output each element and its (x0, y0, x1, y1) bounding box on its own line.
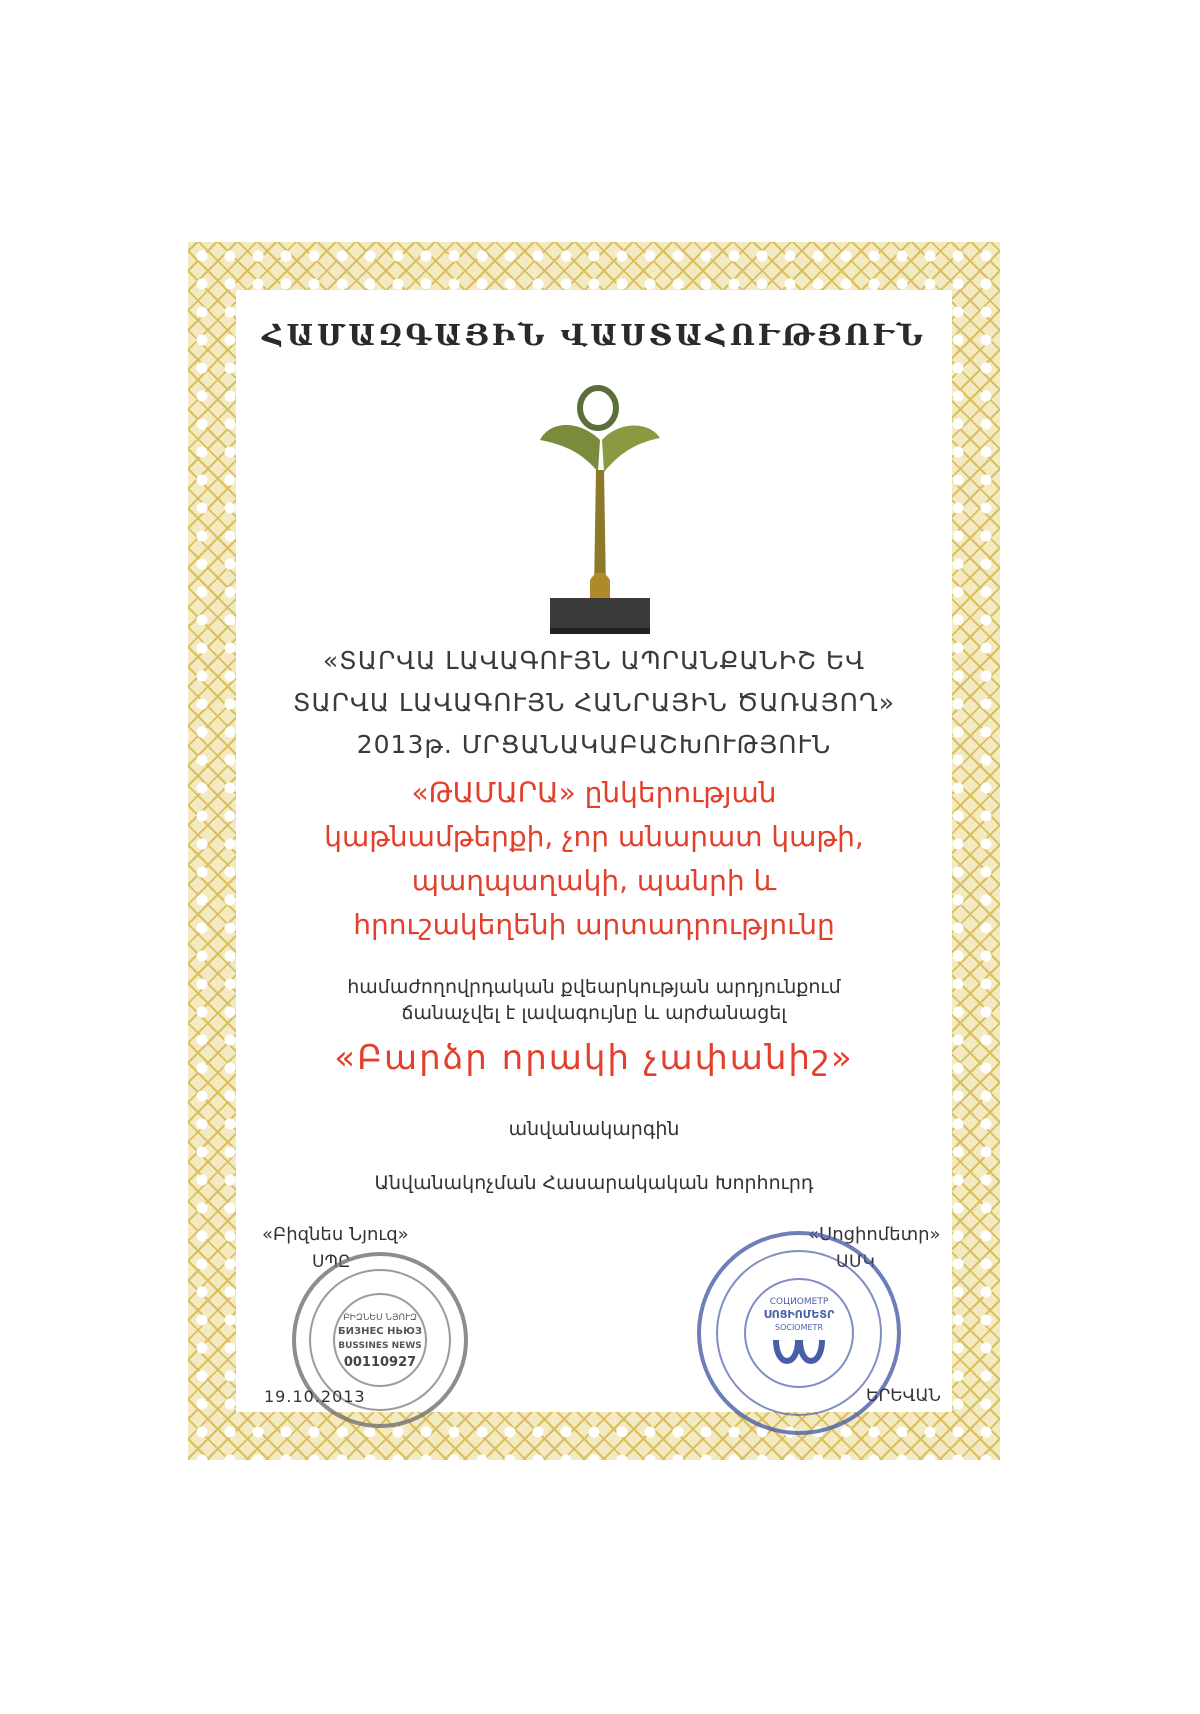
city-name: ԵՐԵՎԱՆ (866, 1386, 941, 1406)
left-seal-line2: БИЗНЕС НЬЮЗ (338, 1326, 422, 1337)
survey-line-2: ճանաչվել է լավագույնը և արժանացել (401, 1002, 787, 1024)
issue-date: 19.10.2013 (264, 1387, 366, 1406)
competition-line-2: ՏԱՐՎԱ ԼԱՎԱԳՈՒՅՆ ՀԱՆՐԱՅԻՆ ԾԱՌԱՅՈՂ» (292, 688, 896, 717)
right-org-type: ԱՄԿ (836, 1252, 875, 1272)
left-seal-number: 00110927 (343, 1355, 417, 1370)
right-seal-stamp (694, 1228, 904, 1438)
sociometr-logo-icon (776, 1340, 822, 1361)
right-seal-mid: ՍՈՑԻՈՄԵՏՐ (763, 1308, 835, 1321)
company-line-3: պաղպաղակի, պանրի և (411, 864, 777, 897)
right-seal-top: СОЦИОМЕТР (769, 1297, 829, 1307)
survey-line-1: համաժողովրդական քվեարկության արդյունքում (347, 976, 841, 998)
nomination-label: անվանակարգին (508, 1118, 680, 1140)
left-seal-line1: ԲԻԶՆԵՍ ՆՅՈՒԶ (343, 1313, 417, 1323)
left-org-type: ՍՊԸ (312, 1252, 351, 1272)
award-title: «Բարձր որակի չափանիշ» (334, 1038, 854, 1078)
company-line-1: «ԹԱՄԱՐԱ» ընկերության (411, 776, 777, 809)
competition-line-1: «ՏԱՐՎԱ ԼԱՎԱԳՈՒՅՆ ԱՊՐԱՆՔԱՆԻՇ ԵՎ (322, 646, 866, 675)
left-seal-line3: BUSSINES NEWS (338, 1341, 422, 1351)
right-seal-bottom: SOCIOMETR (774, 1323, 824, 1332)
competition-line-3: 2013թ. ՄՐՑԱՆԱԿԱԲԱՇԽՈՒԹՅՈՒՆ (356, 730, 832, 759)
council-name: Անվանակոչման Հասարակական Խորհուրդ (374, 1172, 814, 1194)
trophy-icon (540, 380, 660, 640)
left-org-name: «Բիզնես Նյուզ» (262, 1224, 409, 1245)
right-org-name: «Սոցիոմետր» (808, 1224, 941, 1245)
company-line-4: հրուշակեղենի արտադրությունը (353, 908, 835, 941)
certificate-title: ՀԱՄԱԶԳԱՅԻՆ ՎԱՍՏԱՀՈՒԹՅՈՒՆ (262, 318, 926, 352)
company-line-2: կաթնամթերքի, չոր անարատ կաթի, (324, 820, 864, 853)
